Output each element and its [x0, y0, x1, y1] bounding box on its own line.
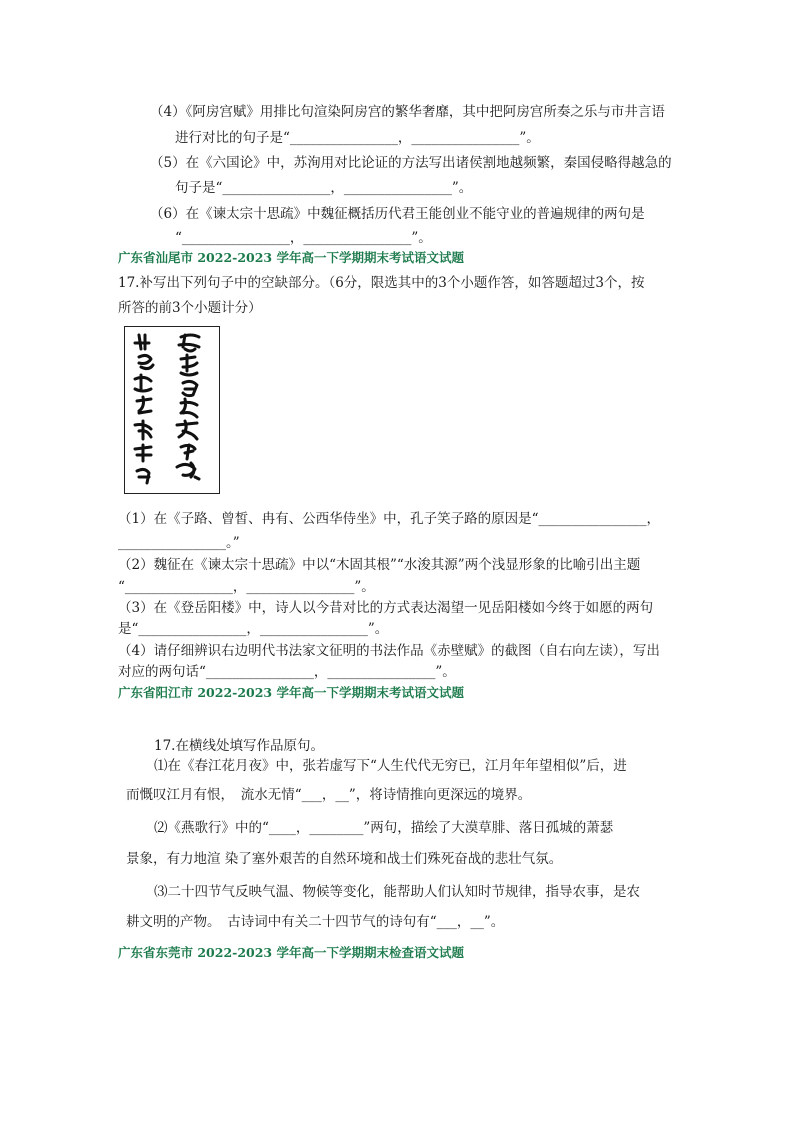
- question-6-line-2: “________________，________________”。: [175, 230, 432, 246]
- section3-q3-line-1: ⑶二十四节气反映气温、物候等变化，能帮助人们认知时节规律，指导农事，是农: [154, 884, 640, 900]
- calligraphy-strokes: [125, 327, 218, 492]
- section-intro-line-1: 17.补写出下列句子中的空缺部分。（6分，限选其中的3个小题作答，如答题超过3个，按: [118, 275, 645, 291]
- exam-heading-shanwei: 广东省汕尾市 2022-2023 学年高一下学期期末考试语文试题: [118, 250, 464, 265]
- exam-heading-yangjiang: 广东省阳江市 2022-2023 学年高一下学期期末考试语文试题: [118, 685, 464, 700]
- section3-q2-line-2: 景象，有力地渲 染了塞外艰苦的自然环境和战士们殊死奋战的悲壮气氛。: [126, 851, 563, 867]
- question-4b-line-2: 对应的两句话“________________，________________”。: [118, 664, 456, 680]
- question-2-line-1: （2）魏征在《谏太宗十思疏》中以“木固其根”“水浚其源”两个浅显形象的比喻引出主题: [118, 557, 641, 573]
- section3-q1-line-2: 而慨叹江月有恨， 流水无情“___，__”，将诗情推向更深远的境界。: [126, 787, 532, 803]
- question-1-line-1: （1）在《子路、曾皙、冉有、公西华侍坐》中，孔子笑子路的原因是“________________，: [118, 511, 660, 527]
- exam-heading-dongguan: 广东省东莞市 2022-2023 学年高一下学期期末检查语文试题: [118, 945, 464, 960]
- question-6-line-1: （6）在《谏太宗十思疏》中魏征概括历代君王能创业不能守业的普遍规律的两句是: [150, 206, 645, 222]
- section3-q1-line-1: ⑴在《春江花月夜》中，张若虚写下“人生代代无穷已，江月年年望相似”后，进: [154, 758, 627, 774]
- question-5-line-1: （5）在《六国论》中，苏洵用对比论证的方法写出诸侯割地越频繁，秦国侵略得越急的: [150, 155, 672, 171]
- question-4-line-2: 进行对比的句子是“________________，________________”。: [175, 130, 540, 146]
- section3-q3-line-2: 耕文明的产物。 古诗词中有关二十四节气的诗句有“___，__”。: [126, 914, 505, 930]
- question-1-line-2: ________________。”: [118, 535, 240, 551]
- question-4-line-1: （4）《阿房宫赋》用排比句渲染阿房宫的繁华奢靡，其中把阿房宫所奏之乐与市井言语: [150, 104, 665, 120]
- section-intro-line-2: 所答的前3个小题计分）: [118, 300, 262, 316]
- calligraphy-image: [124, 326, 220, 494]
- question-3-line-2: 是“________________，________________”。: [118, 621, 389, 637]
- section3-intro: 17.在横线处填写作品原句。: [154, 738, 324, 754]
- question-4b-line-1: （4）请仔细辨识右边明代书法家文征明的书法作品《赤壁赋》的截图（自右向左读），写出: [118, 643, 660, 659]
- section3-q2-line-1: ⑵《燕歌行》中的“____，________”两句，描绘了大漠草腓、落日孤城的萧瑟: [154, 820, 614, 836]
- question-3-line-1: （3）在《登岳阳楼》中，诗人以今昔对比的方式表达渴望一见岳阳楼如今终于如愿的两句: [118, 600, 654, 616]
- question-2-line-2: “________________，________________”。: [118, 579, 375, 595]
- question-5-line-2: 句子是“________________，________________”。: [175, 180, 473, 196]
